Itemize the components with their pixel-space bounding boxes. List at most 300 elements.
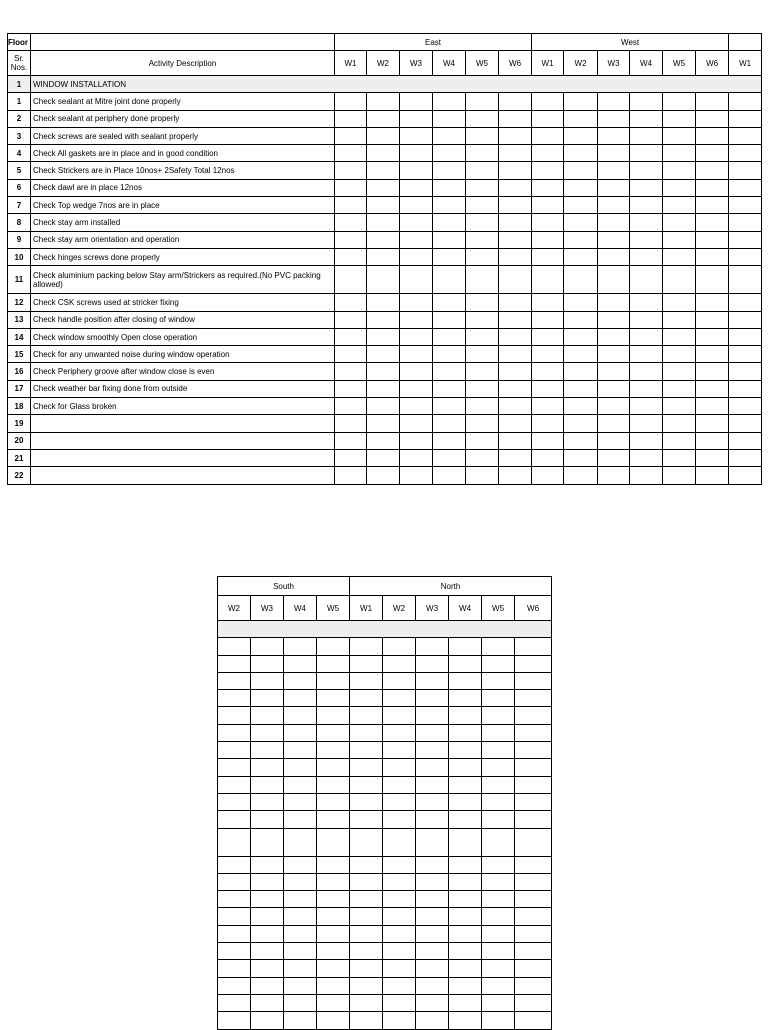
check-cell[interactable] [466, 266, 499, 294]
check-cell[interactable] [284, 994, 317, 1011]
check-cell[interactable] [284, 856, 317, 873]
check-cell[interactable] [564, 127, 598, 144]
check-cell[interactable] [532, 162, 564, 179]
check-cell[interactable] [317, 776, 350, 793]
check-cell[interactable] [251, 811, 284, 828]
check-cell[interactable] [383, 943, 416, 960]
check-cell[interactable] [564, 110, 598, 127]
check-cell[interactable] [466, 294, 499, 311]
check-cell[interactable] [218, 828, 251, 856]
check-cell[interactable] [284, 690, 317, 707]
check-cell[interactable] [433, 449, 466, 466]
check-cell[interactable] [696, 127, 729, 144]
check-cell[interactable] [218, 759, 251, 776]
check-cell[interactable] [499, 197, 532, 214]
check-cell[interactable] [317, 977, 350, 994]
check-cell[interactable] [482, 1012, 515, 1029]
check-cell[interactable] [696, 328, 729, 345]
check-cell[interactable] [284, 707, 317, 724]
check-cell[interactable] [564, 415, 598, 432]
check-cell[interactable] [449, 655, 482, 672]
check-cell[interactable] [433, 346, 466, 363]
check-cell[interactable] [335, 415, 367, 432]
check-cell[interactable] [335, 110, 367, 127]
check-cell[interactable] [218, 994, 251, 1011]
check-cell[interactable] [482, 707, 515, 724]
check-cell[interactable] [564, 179, 598, 196]
check-cell[interactable] [400, 179, 433, 196]
check-cell[interactable] [383, 638, 416, 655]
check-cell[interactable] [367, 432, 400, 449]
check-cell[interactable] [515, 759, 552, 776]
check-cell[interactable] [317, 690, 350, 707]
check-cell[interactable] [367, 127, 400, 144]
check-cell[interactable] [367, 346, 400, 363]
check-cell[interactable] [350, 1012, 383, 1029]
check-cell[interactable] [598, 363, 630, 380]
check-cell[interactable] [466, 127, 499, 144]
check-cell[interactable] [564, 145, 598, 162]
check-cell[interactable] [350, 891, 383, 908]
check-cell[interactable] [499, 231, 532, 248]
check-cell[interactable] [663, 449, 696, 466]
check-cell[interactable] [317, 873, 350, 890]
check-cell[interactable] [251, 856, 284, 873]
check-cell[interactable] [251, 925, 284, 942]
check-cell[interactable] [630, 380, 663, 397]
check-cell[interactable] [367, 398, 400, 415]
check-cell[interactable] [663, 145, 696, 162]
check-cell[interactable] [630, 432, 663, 449]
check-cell[interactable] [696, 380, 729, 397]
check-cell[interactable] [532, 110, 564, 127]
check-cell[interactable] [433, 432, 466, 449]
check-cell[interactable] [416, 960, 449, 977]
check-cell[interactable] [218, 943, 251, 960]
check-cell[interactable] [630, 294, 663, 311]
check-cell[interactable] [564, 398, 598, 415]
check-cell[interactable] [317, 759, 350, 776]
check-cell[interactable] [367, 214, 400, 231]
check-cell[interactable] [367, 294, 400, 311]
check-cell[interactable] [696, 449, 729, 466]
check-cell[interactable] [350, 638, 383, 655]
check-cell[interactable] [598, 179, 630, 196]
check-cell[interactable] [284, 828, 317, 856]
check-cell[interactable] [317, 672, 350, 689]
check-cell[interactable] [564, 346, 598, 363]
check-cell[interactable] [335, 93, 367, 110]
check-cell[interactable] [449, 994, 482, 1011]
check-cell[interactable] [416, 690, 449, 707]
check-cell[interactable] [499, 110, 532, 127]
check-cell[interactable] [515, 776, 552, 793]
check-cell[interactable] [335, 467, 367, 484]
check-cell[interactable] [383, 655, 416, 672]
check-cell[interactable] [350, 707, 383, 724]
check-cell[interactable] [696, 179, 729, 196]
check-cell[interactable] [383, 994, 416, 1011]
check-cell[interactable] [335, 380, 367, 397]
check-cell[interactable] [433, 363, 466, 380]
check-cell[interactable] [251, 828, 284, 856]
check-cell[interactable] [598, 145, 630, 162]
check-cell[interactable] [218, 690, 251, 707]
check-cell[interactable] [564, 197, 598, 214]
check-cell[interactable] [499, 346, 532, 363]
check-cell[interactable] [466, 162, 499, 179]
check-cell[interactable] [482, 960, 515, 977]
check-cell[interactable] [515, 994, 552, 1011]
check-cell[interactable] [433, 415, 466, 432]
check-cell[interactable] [416, 943, 449, 960]
check-cell[interactable] [696, 432, 729, 449]
check-cell[interactable] [251, 759, 284, 776]
check-cell[interactable] [383, 1012, 416, 1029]
check-cell[interactable] [499, 294, 532, 311]
check-cell[interactable] [251, 873, 284, 890]
check-cell[interactable] [482, 873, 515, 890]
check-cell[interactable] [466, 145, 499, 162]
check-cell[interactable] [335, 248, 367, 265]
check-cell[interactable] [598, 266, 630, 294]
check-cell[interactable] [317, 1012, 350, 1029]
check-cell[interactable] [400, 248, 433, 265]
check-cell[interactable] [416, 891, 449, 908]
check-cell[interactable] [367, 311, 400, 328]
check-cell[interactable] [335, 179, 367, 196]
check-cell[interactable] [449, 707, 482, 724]
check-cell[interactable] [729, 162, 762, 179]
check-cell[interactable] [598, 110, 630, 127]
check-cell[interactable] [449, 925, 482, 942]
check-cell[interactable] [729, 231, 762, 248]
check-cell[interactable] [499, 432, 532, 449]
check-cell[interactable] [729, 294, 762, 311]
check-cell[interactable] [499, 380, 532, 397]
check-cell[interactable] [515, 672, 552, 689]
check-cell[interactable] [499, 415, 532, 432]
check-cell[interactable] [532, 311, 564, 328]
check-cell[interactable] [416, 724, 449, 741]
check-cell[interactable] [433, 93, 466, 110]
check-cell[interactable] [466, 328, 499, 345]
check-cell[interactable] [630, 145, 663, 162]
check-cell[interactable] [317, 742, 350, 759]
check-cell[interactable] [350, 908, 383, 925]
check-cell[interactable] [400, 449, 433, 466]
check-cell[interactable] [499, 248, 532, 265]
check-cell[interactable] [466, 93, 499, 110]
check-cell[interactable] [515, 891, 552, 908]
check-cell[interactable] [532, 248, 564, 265]
check-cell[interactable] [564, 231, 598, 248]
check-cell[interactable] [383, 759, 416, 776]
check-cell[interactable] [499, 467, 532, 484]
check-cell[interactable] [251, 960, 284, 977]
check-cell[interactable] [729, 380, 762, 397]
check-cell[interactable] [696, 415, 729, 432]
check-cell[interactable] [218, 873, 251, 890]
check-cell[interactable] [449, 793, 482, 810]
check-cell[interactable] [317, 856, 350, 873]
check-cell[interactable] [251, 724, 284, 741]
check-cell[interactable] [284, 776, 317, 793]
check-cell[interactable] [251, 690, 284, 707]
check-cell[interactable] [630, 248, 663, 265]
check-cell[interactable] [564, 162, 598, 179]
check-cell[interactable] [449, 977, 482, 994]
check-cell[interactable] [383, 856, 416, 873]
check-cell[interactable] [400, 110, 433, 127]
check-cell[interactable] [251, 655, 284, 672]
check-cell[interactable] [218, 793, 251, 810]
check-cell[interactable] [598, 467, 630, 484]
check-cell[interactable] [335, 363, 367, 380]
check-cell[interactable] [433, 398, 466, 415]
check-cell[interactable] [499, 311, 532, 328]
check-cell[interactable] [729, 266, 762, 294]
check-cell[interactable] [515, 943, 552, 960]
check-cell[interactable] [251, 1012, 284, 1029]
check-cell[interactable] [515, 742, 552, 759]
check-cell[interactable] [400, 231, 433, 248]
check-cell[interactable] [416, 776, 449, 793]
check-cell[interactable] [663, 363, 696, 380]
check-cell[interactable] [532, 179, 564, 196]
check-cell[interactable] [482, 724, 515, 741]
check-cell[interactable] [729, 110, 762, 127]
check-cell[interactable] [367, 197, 400, 214]
check-cell[interactable] [663, 110, 696, 127]
check-cell[interactable] [482, 776, 515, 793]
check-cell[interactable] [317, 655, 350, 672]
check-cell[interactable] [350, 943, 383, 960]
check-cell[interactable] [564, 248, 598, 265]
check-cell[interactable] [416, 977, 449, 994]
check-cell[interactable] [466, 248, 499, 265]
check-cell[interactable] [663, 380, 696, 397]
check-cell[interactable] [218, 908, 251, 925]
check-cell[interactable] [482, 690, 515, 707]
check-cell[interactable] [515, 811, 552, 828]
check-cell[interactable] [729, 328, 762, 345]
check-cell[interactable] [218, 960, 251, 977]
check-cell[interactable] [729, 449, 762, 466]
check-cell[interactable] [350, 793, 383, 810]
check-cell[interactable] [251, 994, 284, 1011]
check-cell[interactable] [383, 811, 416, 828]
check-cell[interactable] [663, 197, 696, 214]
check-cell[interactable] [218, 742, 251, 759]
check-cell[interactable] [482, 638, 515, 655]
check-cell[interactable] [284, 873, 317, 890]
check-cell[interactable] [696, 467, 729, 484]
check-cell[interactable] [350, 873, 383, 890]
check-cell[interactable] [630, 162, 663, 179]
check-cell[interactable] [350, 811, 383, 828]
check-cell[interactable] [482, 908, 515, 925]
check-cell[interactable] [383, 977, 416, 994]
check-cell[interactable] [532, 266, 564, 294]
check-cell[interactable] [218, 1012, 251, 1029]
check-cell[interactable] [729, 346, 762, 363]
check-cell[interactable] [400, 162, 433, 179]
check-cell[interactable] [598, 162, 630, 179]
check-cell[interactable] [532, 294, 564, 311]
check-cell[interactable] [630, 346, 663, 363]
check-cell[interactable] [729, 432, 762, 449]
check-cell[interactable] [367, 248, 400, 265]
check-cell[interactable] [383, 742, 416, 759]
check-cell[interactable] [317, 908, 350, 925]
check-cell[interactable] [449, 776, 482, 793]
check-cell[interactable] [630, 467, 663, 484]
check-cell[interactable] [532, 231, 564, 248]
check-cell[interactable] [284, 891, 317, 908]
check-cell[interactable] [499, 449, 532, 466]
check-cell[interactable] [630, 110, 663, 127]
check-cell[interactable] [499, 328, 532, 345]
check-cell[interactable] [598, 346, 630, 363]
check-cell[interactable] [400, 266, 433, 294]
check-cell[interactable] [466, 467, 499, 484]
check-cell[interactable] [449, 856, 482, 873]
check-cell[interactable] [416, 672, 449, 689]
check-cell[interactable] [350, 856, 383, 873]
check-cell[interactable] [449, 672, 482, 689]
check-cell[interactable] [335, 432, 367, 449]
check-cell[interactable] [416, 811, 449, 828]
check-cell[interactable] [729, 415, 762, 432]
check-cell[interactable] [449, 873, 482, 890]
check-cell[interactable] [515, 925, 552, 942]
check-cell[interactable] [598, 311, 630, 328]
check-cell[interactable] [449, 724, 482, 741]
check-cell[interactable] [400, 363, 433, 380]
check-cell[interactable] [335, 328, 367, 345]
check-cell[interactable] [400, 415, 433, 432]
check-cell[interactable] [729, 248, 762, 265]
check-cell[interactable] [499, 266, 532, 294]
check-cell[interactable] [482, 856, 515, 873]
check-cell[interactable] [416, 759, 449, 776]
check-cell[interactable] [482, 925, 515, 942]
check-cell[interactable] [383, 690, 416, 707]
check-cell[interactable] [367, 363, 400, 380]
check-cell[interactable] [400, 145, 433, 162]
check-cell[interactable] [696, 294, 729, 311]
check-cell[interactable] [729, 311, 762, 328]
check-cell[interactable] [284, 638, 317, 655]
check-cell[interactable] [663, 179, 696, 196]
check-cell[interactable] [416, 707, 449, 724]
check-cell[interactable] [729, 145, 762, 162]
check-cell[interactable] [383, 891, 416, 908]
check-cell[interactable] [335, 294, 367, 311]
check-cell[interactable] [482, 672, 515, 689]
check-cell[interactable] [499, 398, 532, 415]
check-cell[interactable] [400, 127, 433, 144]
check-cell[interactable] [564, 363, 598, 380]
check-cell[interactable] [218, 891, 251, 908]
check-cell[interactable] [466, 346, 499, 363]
check-cell[interactable] [499, 93, 532, 110]
check-cell[interactable] [663, 162, 696, 179]
check-cell[interactable] [466, 398, 499, 415]
check-cell[interactable] [433, 294, 466, 311]
check-cell[interactable] [663, 266, 696, 294]
check-cell[interactable] [466, 415, 499, 432]
check-cell[interactable] [499, 363, 532, 380]
check-cell[interactable] [729, 127, 762, 144]
check-cell[interactable] [564, 214, 598, 231]
check-cell[interactable] [663, 467, 696, 484]
check-cell[interactable] [466, 214, 499, 231]
check-cell[interactable] [532, 363, 564, 380]
check-cell[interactable] [449, 908, 482, 925]
check-cell[interactable] [350, 759, 383, 776]
check-cell[interactable] [350, 724, 383, 741]
check-cell[interactable] [564, 328, 598, 345]
check-cell[interactable] [367, 162, 400, 179]
check-cell[interactable] [416, 1012, 449, 1029]
check-cell[interactable] [449, 638, 482, 655]
check-cell[interactable] [598, 197, 630, 214]
check-cell[interactable] [630, 93, 663, 110]
check-cell[interactable] [532, 467, 564, 484]
check-cell[interactable] [466, 449, 499, 466]
check-cell[interactable] [350, 960, 383, 977]
check-cell[interactable] [335, 162, 367, 179]
check-cell[interactable] [367, 231, 400, 248]
check-cell[interactable] [335, 449, 367, 466]
check-cell[interactable] [499, 162, 532, 179]
check-cell[interactable] [367, 449, 400, 466]
check-cell[interactable] [482, 793, 515, 810]
check-cell[interactable] [433, 179, 466, 196]
check-cell[interactable] [729, 93, 762, 110]
check-cell[interactable] [383, 793, 416, 810]
check-cell[interactable] [564, 467, 598, 484]
check-cell[interactable] [466, 179, 499, 196]
check-cell[interactable] [317, 828, 350, 856]
check-cell[interactable] [663, 248, 696, 265]
check-cell[interactable] [433, 162, 466, 179]
check-cell[interactable] [433, 328, 466, 345]
check-cell[interactable] [251, 742, 284, 759]
check-cell[interactable] [383, 724, 416, 741]
check-cell[interactable] [630, 415, 663, 432]
check-cell[interactable] [482, 759, 515, 776]
check-cell[interactable] [482, 977, 515, 994]
check-cell[interactable] [350, 925, 383, 942]
check-cell[interactable] [598, 328, 630, 345]
check-cell[interactable] [400, 467, 433, 484]
check-cell[interactable] [564, 432, 598, 449]
check-cell[interactable] [532, 127, 564, 144]
check-cell[interactable] [433, 311, 466, 328]
check-cell[interactable] [499, 145, 532, 162]
check-cell[interactable] [663, 127, 696, 144]
check-cell[interactable] [251, 776, 284, 793]
check-cell[interactable] [729, 363, 762, 380]
check-cell[interactable] [251, 977, 284, 994]
check-cell[interactable] [400, 346, 433, 363]
check-cell[interactable] [598, 127, 630, 144]
check-cell[interactable] [515, 873, 552, 890]
check-cell[interactable] [284, 724, 317, 741]
